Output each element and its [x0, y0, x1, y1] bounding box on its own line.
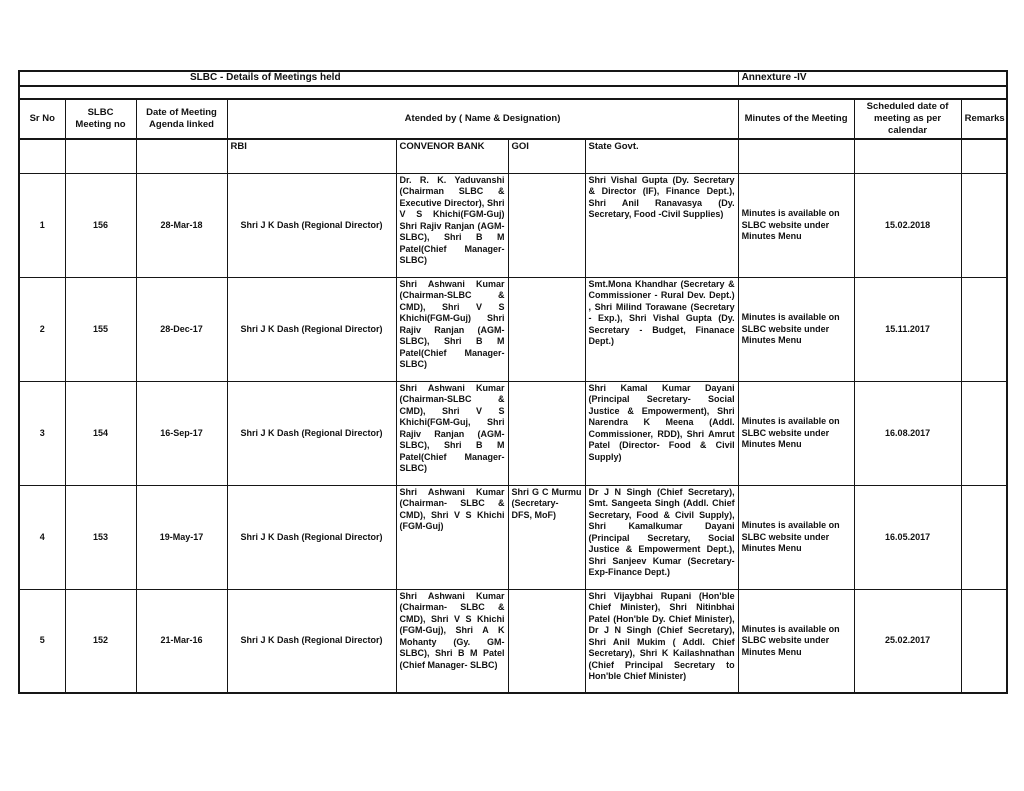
- cell-goi: [508, 589, 585, 693]
- cell-meeting-no: 152: [65, 589, 136, 693]
- cell-remarks: [961, 277, 1007, 381]
- cell-date: 16-Sep-17: [136, 381, 227, 485]
- column-header-row: [19, 99, 1007, 139]
- subcol-convenor-bank: CONVENOR BANK: [396, 139, 508, 173]
- cell-rbi: Shri J K Dash (Regional Director): [227, 485, 396, 589]
- col-header-minutes: Minutes of the Meeting: [738, 99, 854, 139]
- cell-goi: [508, 173, 585, 277]
- cell-minutes: Minutes is available on SLBC website under Minutes Menu: [738, 589, 854, 693]
- cell-goi: [508, 381, 585, 485]
- col-header-attended: Atended by ( Name & Designation): [227, 99, 738, 139]
- cell-convenor-bank: Shri Ashwani Kumar (Chairman-SLBC & CMD), Shri V S Khichi(FGM-Guj) Shri Rajiv Ranjan (AGM-SLBC), Shri B M Patel(Chief Manager-SLBC): [396, 277, 508, 381]
- subcol-empty-meeting: [65, 139, 136, 173]
- cell-minutes: Minutes is available on SLBC website under Minutes Menu: [738, 173, 854, 277]
- cell-date: 28-Dec-17: [136, 277, 227, 381]
- cell-sr-no: 3: [19, 381, 65, 485]
- cell-sr-no: 4: [19, 485, 65, 589]
- cell-scheduled-date: 25.02.2017: [854, 589, 961, 693]
- cell-rbi: Shri J K Dash (Regional Director): [227, 173, 396, 277]
- col-header-date: Date of Meeting Agenda linked: [136, 99, 227, 139]
- table-row: [19, 589, 1007, 693]
- cell-sr-no: 5: [19, 589, 65, 693]
- cell-scheduled-date: 15.02.2018: [854, 173, 961, 277]
- sheet-title: SLBC - Details of Meetings held: [19, 71, 738, 86]
- cell-meeting-no: 153: [65, 485, 136, 589]
- cell-date: 28-Mar-18: [136, 173, 227, 277]
- table-row: [19, 381, 1007, 485]
- cell-meeting-no: 154: [65, 381, 136, 485]
- subcol-empty-scheduled: [854, 139, 961, 173]
- cell-state-govt: Shri Kamal Kumar Dayani (Principal Secretary- Social Justice & Empowerment), Shri Narendra K Meena (Addl. Commissioner, RDD), Shri Amrut Patel (Director- Food & Civil Supply): [585, 381, 738, 485]
- cell-convenor-bank: Shri Ashwani Kumar (Chairman- SLBC & CMD), Shri V S Khichi (FGM-Guj), Shri A K Mohanty (Gy. GM-SLBC), Shri B M Patel (Chief Manager- SLBC): [396, 589, 508, 693]
- cell-scheduled-date: 16.05.2017: [854, 485, 961, 589]
- cell-rbi: Shri J K Dash (Regional Director): [227, 589, 396, 693]
- cell-date: 21-Mar-16: [136, 589, 227, 693]
- subcol-state-govt: State Govt.: [585, 139, 738, 173]
- annexure-label: Annexture -IV: [738, 71, 1007, 86]
- cell-state-govt: Dr J N Singh (Chief Secretary), Smt. Sangeeta Singh (Addl. Chief Secretary, Food & Civil Supply), Shri Kamalkumar Dayani (Principal Secretary, Social Justice & Empowerment Dept.), Shri Sanjeev Kumar (Secretary-Exp-Finance Dept.): [585, 485, 738, 589]
- col-header-sr-no: Sr No: [19, 99, 65, 139]
- cell-state-govt: Shri Vishal Gupta (Dy. Secretary & Director (IF), Finance Dept.), Shri Anil Ranavasya (Dy. Secretary, Food -Civil Supplies): [585, 173, 738, 277]
- cell-rbi: Shri J K Dash (Regional Director): [227, 277, 396, 381]
- subcol-rbi: RBI: [227, 139, 396, 173]
- table-row: [19, 485, 1007, 589]
- col-header-meeting-no: SLBC Meeting no: [65, 99, 136, 139]
- cell-minutes: Minutes is available on SLBC website under Minutes Menu: [738, 381, 854, 485]
- cell-minutes: Minutes is available on SLBC website under Minutes Menu: [738, 277, 854, 381]
- cell-scheduled-date: 16.08.2017: [854, 381, 961, 485]
- cell-meeting-no: 156: [65, 173, 136, 277]
- cell-minutes: Minutes is available on SLBC website under Minutes Menu: [738, 485, 854, 589]
- cell-remarks: [961, 381, 1007, 485]
- cell-remarks: [961, 589, 1007, 693]
- spacer-cell: [19, 86, 1007, 99]
- cell-state-govt: Shri Vijaybhai Rupani (Hon'ble Chief Minister), Shri Nitinbhai Patel (Hon'ble Dy. Chief Minister), Dr J N Singh (Chief Secretary), Shri Anil Mukim ( Addl. Chief Secretary), Shri K Kailashnathan (Chief Principal Secretary to Hon'ble Chief Minister): [585, 589, 738, 693]
- title-row: [19, 71, 1007, 86]
- cell-scheduled-date: 15.11.2017: [854, 277, 961, 381]
- cell-sr-no: 1: [19, 173, 65, 277]
- cell-meeting-no: 155: [65, 277, 136, 381]
- cell-goi: Shri G C Murmu (Secretary- DFS, MoF): [508, 485, 585, 589]
- table-row: [19, 173, 1007, 277]
- cell-convenor-bank: Shri Ashwani Kumar (Chairman-SLBC & CMD), Shri V S Khichi(FGM-Guj, Shri Rajiv Ranjan (AGM-SLBC), Shri B M Patel(Chief Manager-SLBC): [396, 381, 508, 485]
- subcol-empty-remarks: [961, 139, 1007, 173]
- cell-remarks: [961, 173, 1007, 277]
- cell-remarks: [961, 485, 1007, 589]
- sub-header-row: [19, 139, 1007, 173]
- cell-date: 19-May-17: [136, 485, 227, 589]
- subcol-empty-sr: [19, 139, 65, 173]
- cell-state-govt: Smt.Mona Khandhar (Secretary & Commissioner - Rural Dev. Dept.) , Shri Milind Torawane (Secretary - Exp.), Shri Vishal Gupta (Dy. Secretary - Budget, Finanace Dept.): [585, 277, 738, 381]
- cell-convenor-bank: Dr. R. K. Yaduvanshi (Chairman SLBC & Executive Director), Shri V S Khichi(FGM-Guj) Shri Rajiv Ranjan (AGM-SLBC), Shri B M Patel(Chief Manager-SLBC): [396, 173, 508, 277]
- col-header-scheduled: Scheduled date of meeting as per calendar: [854, 99, 961, 139]
- subcol-empty-date: [136, 139, 227, 173]
- col-header-remarks: Remarks: [961, 99, 1007, 139]
- cell-convenor-bank: Shri Ashwani Kumar (Chairman- SLBC & CMD), Shri V S Khichi (FGM-Guj): [396, 485, 508, 589]
- cell-goi: [508, 277, 585, 381]
- cell-rbi: Shri J K Dash (Regional Director): [227, 381, 396, 485]
- spacer-row: [19, 86, 1007, 99]
- meetings-table: [18, 70, 1008, 694]
- table-body: [19, 173, 1007, 693]
- subcol-empty-minutes: [738, 139, 854, 173]
- subcol-goi: GOI: [508, 139, 585, 173]
- cell-sr-no: 2: [19, 277, 65, 381]
- table-row: [19, 277, 1007, 381]
